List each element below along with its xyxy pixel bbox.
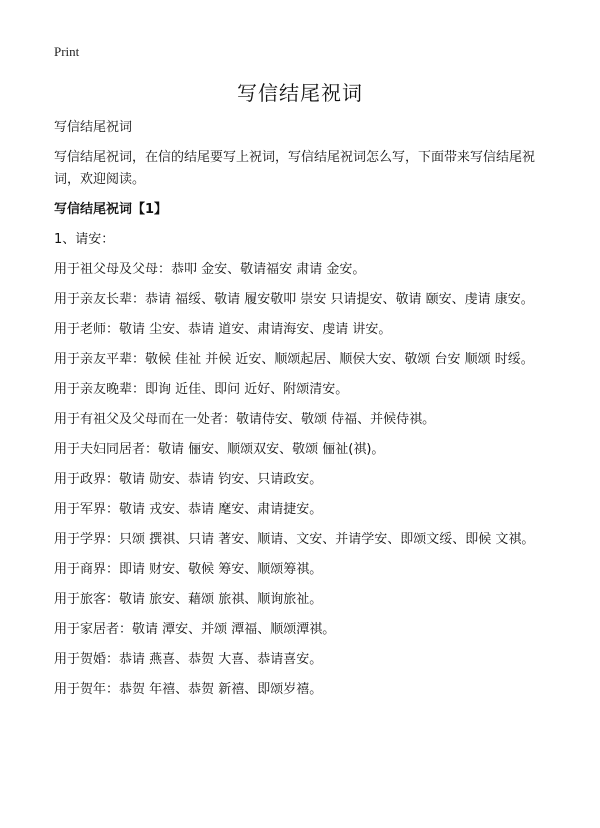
closing-phrases-list (54, 259, 554, 701)
document-subtitle: 写信结尾祝词 (54, 120, 133, 135)
list-item: 用于亲友平辈：敬候 佳祉 并候 近安、顺颂起居、顺侯大安、敬颂 台安 顺颂 时绥。 (54, 352, 534, 367)
list-item: 用于贺婚：恭请 燕喜、恭贺 大喜、恭请喜安。 (54, 652, 323, 667)
print-link[interactable]: Print (54, 44, 80, 59)
intro-paragraph: 写信结尾祝词，在信的结尾要写上祝词，写信结尾祝词怎么写，下面带来写信结尾祝词，欢迎阅读。 (54, 150, 536, 187)
list-item: 用于政界：敬请 勋安、恭请 钧安、只请政安。 (54, 472, 323, 487)
list-item: 用于学界：只颂 撰祺、只请 著安、顺请、文安、并请学安、即颂文绥、即候 文祺。 (54, 532, 535, 547)
list-item: 用于亲友晚辈：即询 近佳、即问 近好、附颂清安。 (54, 382, 349, 397)
list-item: 用于旅客：敬请 旅安、藉颂 旅祺、顺询旅祉。 (54, 592, 323, 607)
list-item: 用于夫妇同居者：敬请 俪安、顺颂双安、敬颂 俪祉(祺)。 (54, 442, 385, 457)
document-title: 写信结尾祝词 (237, 81, 363, 105)
list-item: 用于商界：即请 财安、敬候 筹安、顺颂筹祺。 (54, 562, 323, 577)
list-item: 用于有祖父及父母而在一处者：敬请侍安、敬颂 侍福、并候侍祺。 (54, 412, 436, 427)
list-item: 用于军界：敬请 戎安、恭请 麾安、肃请捷安。 (54, 502, 323, 517)
list-item: 用于家居者：敬请 潭安、并颂 潭福、顺颂潭祺。 (54, 622, 336, 637)
list-item: 用于老师：敬请 尘安、恭请 道安、肃请海安、虔请 讲安。 (54, 322, 392, 337)
document-body (54, 117, 554, 709)
section-heading: 写信结尾祝词【1】 (54, 202, 168, 217)
item-heading: 1、请安： (54, 232, 115, 247)
list-item: 用于祖父母及父母：恭叩 金安、敬请福安 肃请 金安。 (54, 262, 366, 277)
list-item: 用于贺年：恭贺 年禧、恭贺 新禧、即颂岁禧。 (54, 682, 323, 697)
list-item: 用于亲友长辈：恭请 福绥、敬请 履安敬叩 崇安 只请提安、敬请 颐安、虔请 康安。 (54, 292, 534, 307)
